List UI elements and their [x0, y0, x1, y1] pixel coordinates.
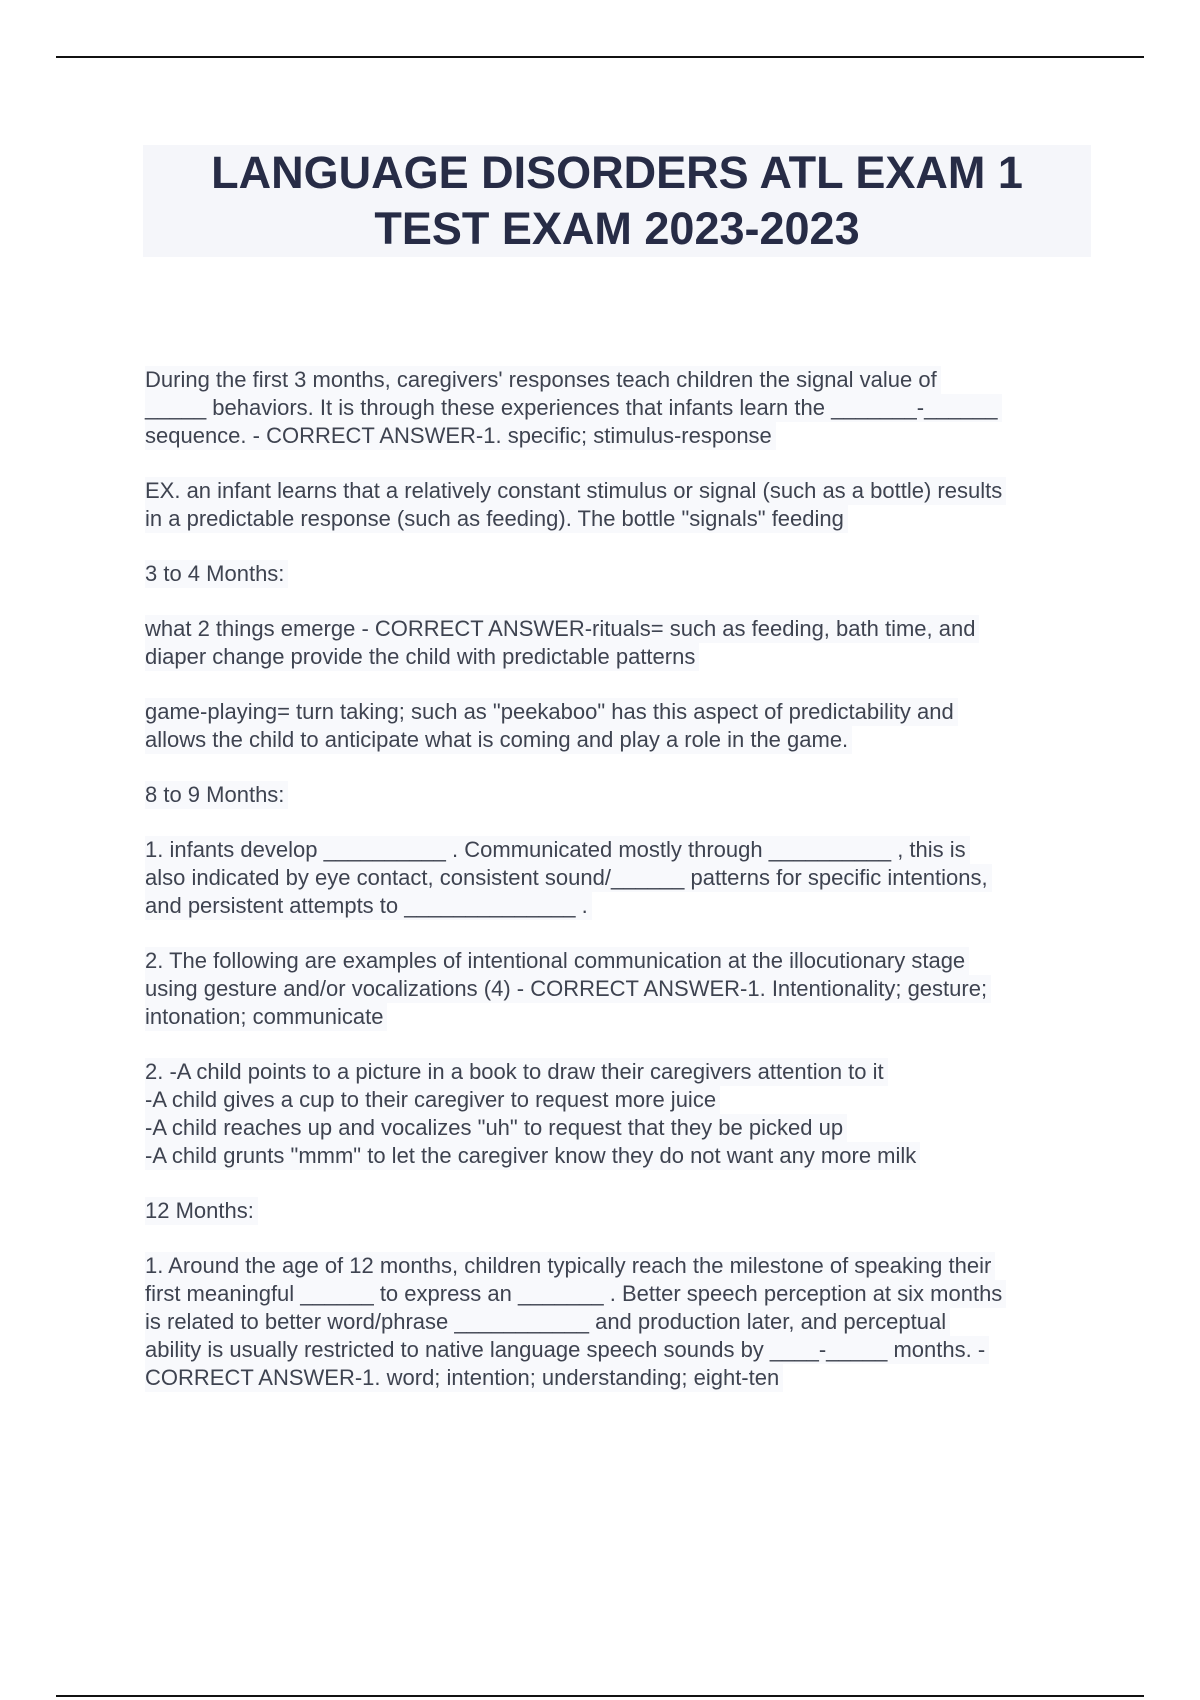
text-line: 2. -A child points to a picture in a book to draw their caregivers attention to it	[145, 1058, 888, 1086]
bottom-rule	[56, 1695, 1144, 1697]
text-line: ability is usually restricted to native language speech sounds by ____-_____ months. -	[145, 1336, 989, 1364]
section-heading-12-months	[145, 1197, 1095, 1225]
paragraph-signal-value	[145, 366, 1095, 450]
text-line: EX. an infant learns that a relatively constant stimulus or signal (such as a bottle) results	[145, 477, 1006, 505]
text-line: first meaningful ______ to express an _______ . Better speech perception at six months	[145, 1280, 1006, 1308]
paragraph-example	[145, 477, 1095, 533]
top-rule	[56, 56, 1144, 58]
text-line: and persistent attempts to ______________ .	[145, 892, 592, 920]
title-block	[143, 145, 1091, 257]
text-line: During the first 3 months, caregivers' responses teach children the signal value of	[145, 366, 941, 394]
text-line: 1. Around the age of 12 months, children typically reach the milestone of speaking their	[145, 1252, 995, 1280]
text-line: 8 to 9 Months:	[145, 781, 288, 809]
paragraph-intentional-communication	[145, 947, 1095, 1031]
document-body	[145, 366, 1095, 1419]
document-title-line-2: TEST EXAM 2023-2023	[374, 203, 860, 254]
text-line: _____ behaviors. It is through these experiences that infants learn the _______-______	[145, 394, 1002, 422]
text-line: intonation; communicate	[145, 1003, 387, 1031]
paragraph-first-words	[145, 1252, 1095, 1392]
text-line: CORRECT ANSWER-1. word; intention; understanding; eight-ten	[145, 1364, 783, 1392]
text-line: allows the child to anticipate what is coming and play a role in the game.	[145, 726, 852, 754]
text-line: 2. The following are examples of intentional communication at the illocutionary stage	[145, 947, 969, 975]
text-line: -A child reaches up and vocalizes "uh" to request that they be picked up	[145, 1114, 847, 1142]
text-line: 12 Months:	[145, 1197, 258, 1225]
section-heading-8-9-months	[145, 781, 1095, 809]
text-line: sequence. - CORRECT ANSWER-1. specific; stimulus-response	[145, 422, 776, 450]
text-line: 3 to 4 Months:	[145, 560, 288, 588]
text-line: is related to better word/phrase ___________ and production later, and perceptual	[145, 1308, 950, 1336]
text-line: game-playing= turn taking; such as "peekaboo" has this aspect of predictability and	[145, 698, 958, 726]
text-line: what 2 things emerge - CORRECT ANSWER-rituals= such as feeding, bath time, and	[145, 615, 979, 643]
document-title-line-1: LANGUAGE DISORDERS ATL EXAM 1	[211, 147, 1023, 198]
text-line: diaper change provide the child with predictable patterns	[145, 643, 699, 671]
paragraph-game-playing	[145, 698, 1095, 754]
paragraph-examples-list	[145, 1058, 1095, 1170]
text-line: in a predictable response (such as feeding). The bottle "signals" feeding	[145, 505, 848, 533]
text-line: 1. infants develop __________ . Communicated mostly through __________ , this is	[145, 836, 970, 864]
text-line: -A child grunts "mmm" to let the caregiver know they do not want any more milk	[145, 1142, 920, 1170]
paragraph-rituals	[145, 615, 1095, 671]
paragraph-infants-develop	[145, 836, 1095, 920]
text-line: also indicated by eye contact, consistent sound/______ patterns for specific intentions,	[145, 864, 992, 892]
text-line: -A child gives a cup to their caregiver to request more juice	[145, 1086, 720, 1114]
section-heading-3-4-months	[145, 560, 1095, 588]
text-line: using gesture and/or vocalizations (4) - CORRECT ANSWER-1. Intentionality; gesture;	[145, 975, 991, 1003]
